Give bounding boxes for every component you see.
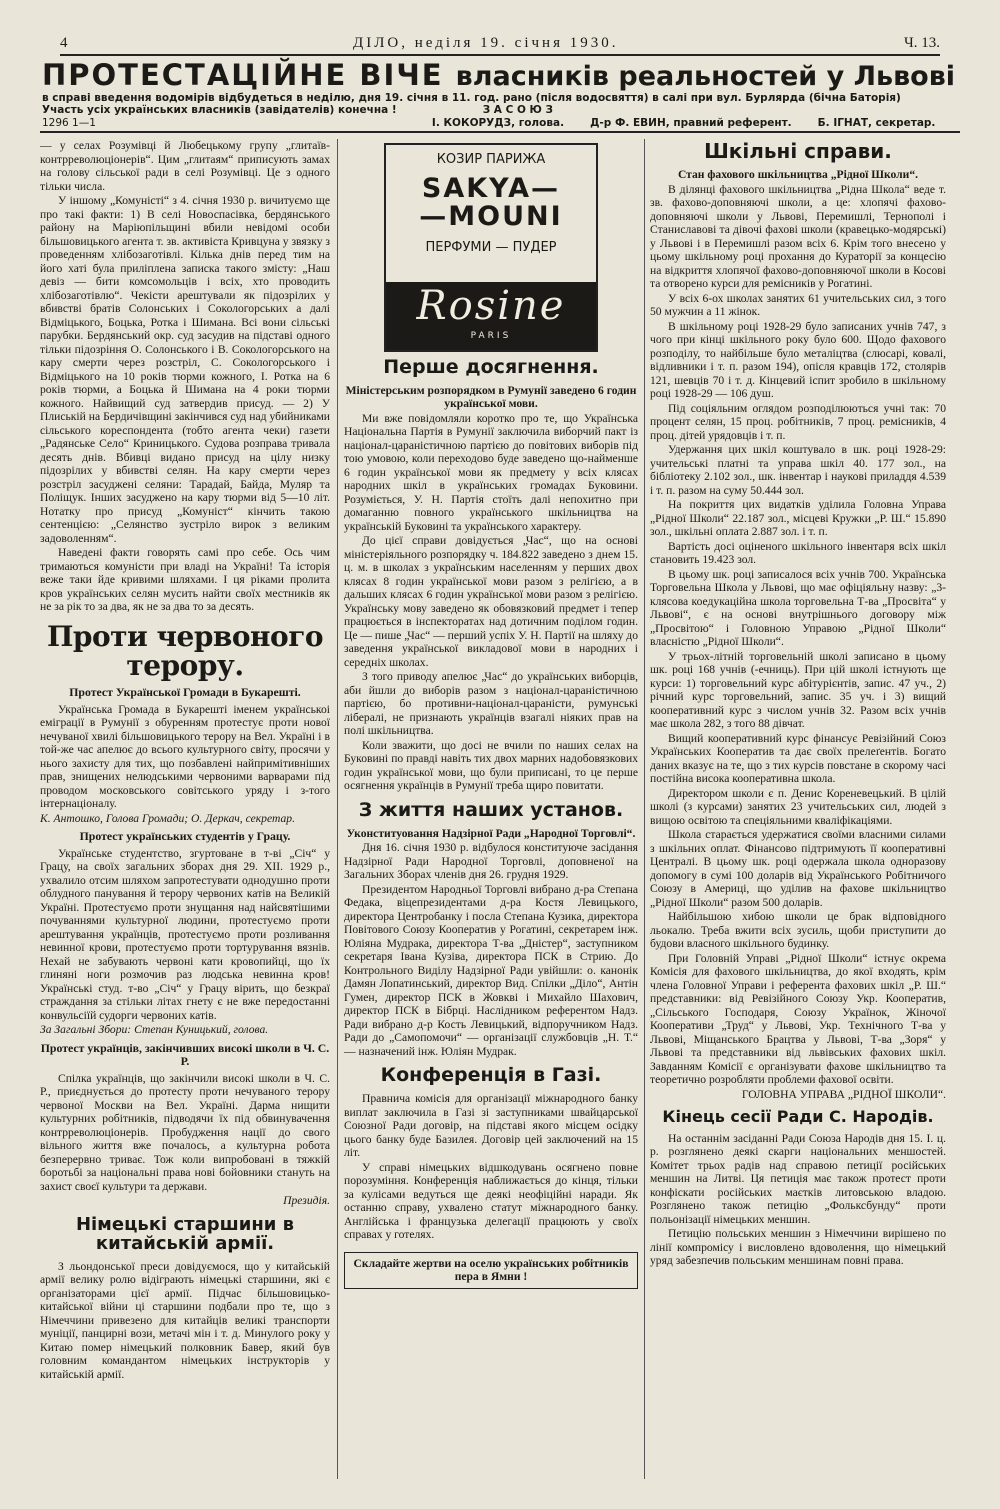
article-paragraph: Спілка українців, що закінчили високі школи в Ч. С. Р., приєднується до протесту проти нечуваного терору червоної Москви на Вел. Україні. Дарма нищити культурних робітників, підводячи їх під обвинувачення контрреволюціонерів. Пробудження нації до свого вільного життя вже почалось, а культурна робота безперервно триває. Тож коли випробовані в тяжкій боротьбі за національні права нові бойовники стануть на захист своєї культури та держави. — [40, 1071, 330, 1193]
article-paragraph: Президентом Народньої Торговлі вибрано д-ра Степана Федака, віцепрезидентами д-ра Костя Левицького, директора Центробанку і посла Степана Кузика, директора Повітового Союзу Кооператив у Рогатині, секретарем інж. Юліяна Мудрака, директора Т-ва „Дністер“, заступником секретаря Івана Кузіва, директора ПСК в Стрию. До Контрольного Виділу Надзірної Ради увійшли: о. канонік Дамян Лопатинський, директор Вид. Спілки „Діло“, Антін Гумен, директор ПСК в Жовкві і Михайло Шахович, директор ПСК в Бібрці. Наслідником референтом Надз. Ради вибрано д-р Кость Левицький, відпоручником Надз. Ради до „Самопомочи“ — організації службовців „Н. Т.“ — назначений інж. Юліян Мудрак. — [344, 882, 638, 1058]
article-paragraph: Удержання цих шкіл коштувало в шк. році 1928-29: учительські платні та управа шкіл 40. 177 зол., на бібліотеку 2.102 зол., шк. інвентар і наукові приладдя 4.539 і т. п. разом на суму 50.444 зол. — [650, 443, 946, 497]
article-paragraph: Школа старається удержатися своїми власними силами з шкільних оплат. Фінансово підтримують її кооперативні Централі. В цьому шк. році одержала школа одноразову допомогу в сумі 100 доларів від Українського Робітничого Союзу в Америці, що уділив на фахове шкільництво „Рідної Школи“ разом 500 доларів. — [650, 828, 946, 909]
article-paragraph: Українське студентство, згуртоване в т-ві „Січ“ у Грацу, на своїх загальних зборах дня 29. XII. 1929 р., ухвалило отсим шляхом запротестувати однодушно проти облудного панування й терору червоних катів на Великій Україні. Протестуємо проти знущання над найсвятішими почуваннями культурної людини, протестуємо проти арештування українців, протестуємо проти розливання невинної крови, протестуємо проти тортурування вязнів. Нехай не забувають червоні кати кровопийці, що їх глиняні ноги розмочив раз людська невинна кров! Українські студ. т-во „Січ“ у Грацу вірить, що безкраї страждання за стільки літах гнету є не вже передостанні конвульсіїй судорги червоних катів. — [40, 846, 330, 1022]
article-paragraph: Директором школи є п. Денис Кореневецький. В цілій школі (з курсами) занятих 23 учительських сил, людей з вищою освітою та спеціяльними кваліфікаціями. — [650, 786, 946, 827]
announcement-line-1: в справі введення водомірів відбудеться в неділю, дня 19. січня в 11. год. рано (після водосвяття) в салі при вул. Бурлярда (бічна Баторія) — [42, 92, 901, 104]
ad-city: PARIS — [470, 331, 512, 341]
article-paragraph: В ділянці фахового шкільництва „Рідна Школа“ веде т. зв. фахово-доповняючі школи, а це: хлопячі фахово-доповняючі школи у Львові, Перемишлі, Тернополі і Станиславові та дівочі фахові школи (кравецько-модярські) у Львові і в Перемишлі разом всіх 6. Крім того внесено у цьому шкільному році прохання до Кураторії за концесію на відкриття хлопячої фахово-доповняючої школи в Косові та отворено курси для ремісників у Рогатині. — [650, 182, 946, 290]
signature-evyn: Д-р Ф. ЕВИН, правний референт. — [590, 117, 792, 129]
ad-tagline: КОЗИР ПАРИЖА — [436, 152, 546, 167]
ad-code: 1296 1—1 — [42, 117, 96, 129]
column-divider-2 — [644, 139, 645, 1479]
headline-first-achievement: Перше досягнення. — [383, 356, 599, 378]
ad-products: ПЕРФУМИ — ПУДЕР — [425, 239, 557, 255]
subhead-csr: Протест українців, закінчивших високі школи в Ч. С. Р. — [40, 1040, 330, 1069]
announcement-line-2 — [42, 104, 960, 117]
perfume-advertisement — [384, 143, 598, 352]
article-paragraph: Українська Громада в Букарешті іменем українськоі еміграції в Румунії з обуренням протестує проти нової нечуваної хвилі більшовицького терору на Вел. Україні і в той-же час апелює до всього культурного світу, просячи у нього захисту для тих, що позбавлені найпримітивніших прав, знищених нелюдськими червоними варварами під проводом московського совітського уряду і з-того інтернаціоналу. — [40, 702, 330, 811]
signature-kokorudz: І. КОКОРУДЗ, голова. — [431, 117, 565, 129]
article-paragraph: В цьому шк. році записалося всіх учнів 700. Українська Торговельна Школа у Львові, що має офіціяльну назву: „3-клясова коедукаційна школа торговельна Т-ва „Просвіта“ у Львові“, є на основі внутрішнього договору між „Просвітою“ і Головною Управою „Рідної Школи“ власністю „Рідної Школи“. — [650, 567, 946, 648]
article-paragraph: На покриття цих видатків уділила Головна Управа „Рідної Школи“ 22.187 зол., місцеві Кружки „Р. Ш.“ 15.890 зол., шкільні оплата 2.887 зол. і т. п. — [650, 498, 946, 538]
announcement-union: З А С О Ю З — [482, 104, 553, 116]
article-paragraph: З льондонської преси довідуємося, що у китайській армії велику ролю відіграють німецькі старшини, які є організаторами цієї армії. Підчас більшовицько-китайської війни ці старшини подбали про те, що з Німеччини привезено для китайців великі транспорти муніції, панцирні вози, метачі мін і т. д. Минулого року у Китаю помер німецький полковник Бавер, який був головним командантом німецьких інструкторів у китайській армії. — [40, 1259, 330, 1381]
announcement-title — [42, 58, 960, 92]
article-paragraph: Під соціяльним оглядом розподілюються учні так: 70 процент селян, 15 проц. робітників, 7 проц. ремісників, 4 проц. дітей урядовців і т. п. — [650, 401, 946, 442]
article-paragraph: — у селах Розумівці й Любецькому групу „глитаїв-контрреволюціонерів“. Цим „глитаям“ приписують замах на голову сільської ради в селі Розумівці. Це з одного тільки числа. — [40, 139, 330, 193]
announcement-title-big: ПРОТЕСТАЦІЙНЕ ВІЧЕ — [42, 58, 444, 92]
subhead-graz: Протест українських студентів у Грацу. — [79, 829, 291, 844]
announcement-signatures — [42, 117, 960, 130]
headline-german-officers: Німецькі старшини в китайській армії. — [75, 1213, 295, 1254]
article-paragraph: Вищий кооперативний курс фінансує Ревізійний Союз Українських Кооператив та дає своїх прелеґентів. Богато даних вказує на те, що з тих курсів повстане в скорому часі постійна висока кооперативна школа. — [650, 731, 946, 785]
subhead-first-achievement: Міністерським розпорядком в Румунії заведено 6 годин української мови. — [345, 383, 637, 411]
article-paragraph: При Головній Управі „Рідної Школи“ істнує окрема Комісія для фахового шкільництва, до якої входять, крім члена Головної Управи і референта фахових шкіл „Р. Ш.“ представники: від Ревізійного Союзу Укр. Кооператив, „Сільського Господаря, Союзу Українок, Жіночої Кооперативи „Труд“ у Львові, Укр. Технічного Т-ва у Львові, Міщанського Брацтва у Львові, Т-ва „Зоря“ у Львові та представники від львівських фахових шкіл. Завданням Комісії є організувати фахове шкільництво та теоретично розробляти проблеми фахової освіти. — [650, 951, 946, 1086]
paper-dateline: ДІЛО, неділя 19. січня 1930. — [353, 35, 619, 51]
headline-league-session: Кінець сесії Ради С. Народів. — [662, 1107, 934, 1126]
signature-csr: Президія. — [283, 1194, 330, 1208]
article-paragraph: Дня 16. січня 1930 р. відбулося конституюче засідання Надзірної Ради Народної Торговлі, доповненої на Загальних Зборах членів дня 26. грудня 1929. — [344, 841, 638, 882]
meeting-announcement — [42, 58, 960, 129]
signature-bucharest: К. Антошко, Голова Громади; О. Деркач, секретар. — [40, 811, 295, 825]
ad-logo-band — [386, 282, 596, 350]
signature-graz: За Загальні Збори: Степан Куницький, голова. — [40, 1023, 269, 1037]
article-paragraph: До цієї справи довідується „Час“, що на основі міністеріяльного розпорядку ч. 184.822 заведено з днем 15. ц. м. в школах з українським населенням у перших двох клясах 8 годин української мови разом з релігією, а в дальших клясах 6 годин української мови разом з релігією. Українську мову заведено як обовязковий предмет і тепер працюється в інспекторатах над дотичним поділом годин. Це — пише „Час“ — перший успіх У. Н. Партії на шляху до заведення української викладової мови в народних і середніх школах. — [344, 534, 638, 669]
announcement-title-small: власників реальностей у Львові — [455, 61, 956, 92]
issue-number: Ч. 13. — [903, 35, 940, 51]
article-paragraph: Найбільшою хибою школи це брак відповідного льокалю. Треба вжити всіх зусиль, щоби приступити до будови власного шкільного будинку. — [650, 910, 946, 950]
article-paragraph: Вартість досі оціненого шкільного інвентаря всіх шкіл становить 19.423 зол. — [650, 539, 946, 566]
signature-ihnat: Б. ІГНАТ, секретар. — [817, 117, 936, 129]
article-paragraph: Ми вже повідомляли коротко про те, що Українська Національна Партія в Румунії заключила виборчий пакт із націонал-цараністичною партією до повітових виборів під тою умовою, коли переходово буде заведено що-найменше 6 годин української мови як предмету у всіх клясах народних шкіл в українських громадах Буковини. Розуміється, У. Н. Партія стоїть далі непохитно при домаганню повного українського шкільництва на українській Буковині та українського характеру. — [344, 411, 638, 533]
article-paragraph: У справі німецьких відшкодувань осягнено повне порозуміння. Конференція наближається до кінця, тільки за кулісами ведуться ще деякі неофіційні наради. Як останню справу, ухвалено статут міжнародного банку. Англійська і французька делегації працюють у своїх справах у готелях. — [344, 1160, 638, 1242]
rosine-logo: Rosine — [416, 283, 566, 329]
ad-brand — [386, 172, 596, 232]
ad-brand-line-1: SAKYA— — [421, 172, 561, 204]
article-paragraph: Правнича комісія для організації міжнародного банку виплат заключила в Газі зі заступниками швайцарської Союзної Ради договір, на підставі якого місцем осідку цього банку буде Базилея. Договір цей заключений на 15 літ. — [344, 1092, 638, 1160]
article-paragraph: У іншому „Комуністі“ з 4. січня 1930 р. вичитуємо ще про такі факти: 1) В селі Новоспасівка, бердянського району на Маріюпільщині вбили невідомі особи більшовицького агента т. зв. активіста Кривцуна у звязку з проведенням хлібозаготівлі. Кілька днів перед тим на його хаті була приліплена записка такого змісту: „Наш девіз — бити комсомольців і всіх, хто проводить хлібозаготівлю“. Чекісти арештували як підозрілих у вбивстві братів Солонських і Сокологорських а далі Відміцького, Боцька, Ротка і Шимана. Всі вони сільські парубки. Бердянський окр. суд засудив на підставі одного тільки підозріння О. Солонського і В. Сокологорського на кару смерти через розстріл, С. Сокологорського і Відміцького на 10 років тюрми кожного, І. Ротка на 6 років тюрми, а Боцька й Шимана на 4 роки тюрми кожного. Найвищий суд затвердив присуд. — 2) У Плиській на Бердичівщині закінчився суд над убийниками сільського кореспондента (тобто агента чеки) газети „Радянське Село“ Криницького. Судова розправа тривала десять днів. Вбивці видано присуд на цілу низку підозрілих у вбивстві селян. На кару смерти через розстріл засуджені селяни: Тарадай, Байда, Муляр та Поліщук. Інших засуджено на кару тюрми від 5—10 літ. Нотатку про присуд „Комуніст“ кінчить такою сентенцією: „Селянство зустріло вирок з великим задоволенням“. — [40, 194, 330, 545]
page-number: 4 — [60, 35, 68, 51]
subhead-bucharest: Протест Української Громади в Букарешті. — [69, 685, 301, 700]
article-paragraph: З того приводу апелює „Час“ до українських виборців, аби йшли до виборів разом з націонал-цараністичною партією, бо противни-націонал-цараністи, румунські лібералі, не признають українців взагалі ніяких прав на полі шкільництва. — [344, 670, 638, 738]
headline-hague-conference: Конференція в Газі. — [380, 1064, 602, 1087]
column-divider-1 — [337, 139, 338, 1479]
headline-red-terror: Проти червоного терору. — [46, 619, 324, 682]
signature-ridna-shkola: ГОЛОВНА УПРАВА „РІДНОЇ ШКОЛИ“. — [741, 1087, 946, 1101]
announcement-call: Участь усіх українських власників (завідателів) конечна ! — [42, 104, 397, 116]
headline-school-affairs: Шкільні справи. — [704, 139, 892, 163]
left-column — [40, 139, 330, 1382]
subhead-school-affairs: Стан фахового шкільництва „Рідної Школи“. — [677, 168, 919, 181]
right-column — [650, 139, 946, 1269]
article-paragraph: У трьох-літній торговельній школі записано в цьому шк. році 168 учнів (-ечниць). При цій школі істнують ще курси: 1) торговельний курс абітурієнтів, запис. 47 уч., 2) річний курс торговельний, запис. 35 уч. і 3) вищий кооперативний курс з числом учнів 32. Разом всіх учнів має школа 282, з того 88 дівчат. — [650, 649, 946, 730]
running-header — [60, 30, 940, 56]
article-paragraph: У всіх 6-ох школах занятих 61 учительських сил, з того 50 мужчин а 11 жінок. — [650, 291, 946, 318]
article-paragraph: Наведені факти говорять самі про себе. Ось чим тримаються комуністи при владі на Україні! Та історія веже таки йде кривими шляхами. І ця ріками пролита кров українських селян мусить найти своїх местників як не за рік то за два, як не за два то за десять. — [40, 546, 330, 613]
article-paragraph: Петицію польських меншин з Німеччини вирішено по лінії компромісу і висловлено вдоволення, що німецький уряд забезпечив польським меншинам повні права. — [650, 1227, 946, 1268]
article-paragraph: Коли зважити, що досі не вчили по наших селах на Буковині по правді навіть тих двох марних надобовязкових годин української мови, що були приписані, то це перше осягнення українців в Румунії треба щиро повитати. — [344, 738, 638, 793]
subhead-institutions: Уконституовання Надзірної Ради „Народної Торговлі“. — [346, 826, 636, 840]
article-paragraph: В шкільному році 1928-29 було записаних учнів 747, з чого при кінці шкільного року було 600. Щодо фахового розподілу, то найбільше було металіцтва (слюсарі, ковалі, відливники і т. п. разом 194), опісля кравців 172, столярів 121, шевців 70 і т. д. Кінцевий іспит зробило в шкільному році 1928-29 — 106 душ. — [650, 319, 946, 400]
middle-column — [344, 139, 638, 1289]
ad-brand-line-2: —MOUNI — [419, 200, 563, 232]
article-paragraph: На останнім засіданні Ради Союза Народів дня 15. I. ц. р. розглянено деякі скарги національних меншостей. Комітет трьох радів над справою петиції російських меншин на Литві. Ця петиція має також протест проти конфіскати російських маєтків литовською владою. Розглянено також петицію „Фольксбунду“ проти польонізації німецьких меншин. — [650, 1131, 946, 1226]
header-rule — [40, 131, 960, 133]
donation-notice: Складайте жертви на оселю українських робітників пера в Ямни ! — [344, 1252, 638, 1289]
headline-institutions: З життя наших установ. — [358, 798, 624, 821]
